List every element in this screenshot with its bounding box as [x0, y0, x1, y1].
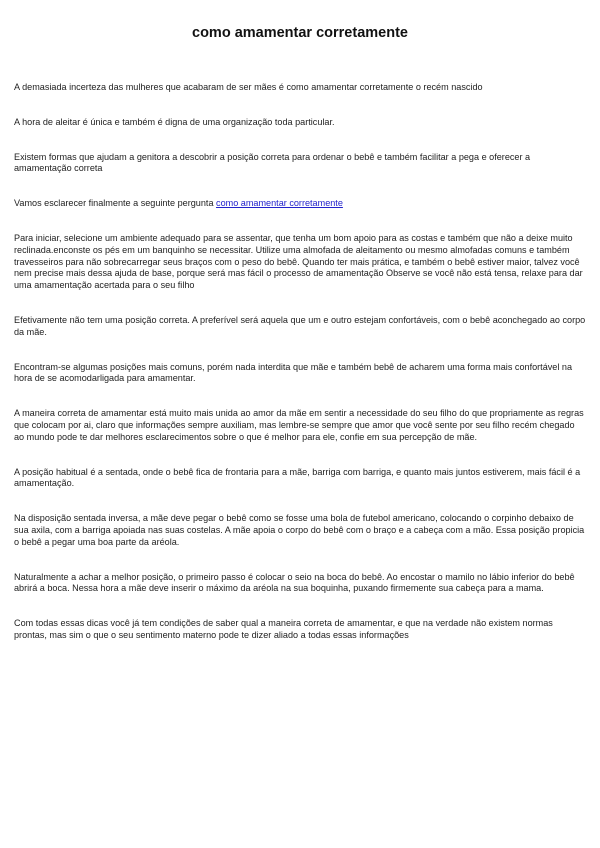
- paragraph-inverse-position: Na disposição sentada inversa, a mãe deve pegar o bebê como se fosse uma bola de futebol americano, colocando o corpinho debaixo de sua axila, com a barriga apoiada nas suas costelas. A mãe apoia o corpo do bebê com o braço e a cabeça com a mão. Essa posição propicia o bebê a pegar uma boa parte da aréola.: [14, 513, 585, 547]
- paragraph-mother-love: A maneira correta de amamentar está muito mais unida ao amor da mãe em sentir a necessidade do seu filho do que propriamente as regras que colocam por ai, claro que informações sempre auxiliam, mas lembre-se sempre que amor que você sente por seu filho recém chegado ao mundo pode te dar melhores esclarecimentos sobre o que é melhor para ele, confie em sua percepção de mãe.: [14, 408, 584, 442]
- paragraph-ways: Existem formas que ajudam a genitora a descobrir a posição correta para ordenar o bebê e também facilitar a pega e oferecer a amamentação correta: [14, 151, 531, 174]
- paragraph-first-step: Naturalmente a achar a melhor posição, o primeiro passo é colocar o seio na boca do bebê. Ao encostar o mamilo no lábio inferior do bebê abrirá a boca. Nessa hora a mãe deve inserir o máximo da aréola na sua boquinha, puxando firmemente sua cabeça para a mama.: [14, 571, 575, 594]
- page-title: como amamentar corretamente: [192, 25, 408, 41]
- article-link[interactable]: como amamentar corretamente: [216, 198, 343, 209]
- article-body: [14, 82, 586, 642]
- paragraph-intro: A demasiada incerteza das mulheres que acabaram de ser mães é como amamentar corretamente o recém nascido: [14, 82, 483, 92]
- paragraph-common-positions: Encontram-se algumas posições mais comuns, porém nada interdita que mãe e também bebê de acharem uma forma mais confortável na hora de se acomodarligada para amamentar.: [14, 361, 573, 384]
- paragraph-environment: Para iniciar, selecione um ambiente adequado para se assentar, que tenha um bom apoio para as costas e também que não a deixe muito reclinada.enconste os pés em um banquinho se necessitar. Utilize uma almofada de aleitamento ou mesmo almofadas comuns e também travesseiros para não sobrecarregar seus braços com o peso do bebê. Quando ter mais prática, e também o bebê estiver maior, talvez você nem precise mais dessa ajuda de base, porque será mas fácil o processo de amamentação Observe se você não está tensa, relaxe para dar uma amamentação acertada para o seu filho: [14, 232, 583, 291]
- paragraph-sitting-position: A posição habitual é a sentada, onde o bebê fica de frontaria para a mãe, barriga com barriga, e quanto mais juntos estiverem, mais fácil é a amamentação.: [14, 466, 581, 489]
- paragraph-feeding-time: A hora de aleitar é única e também é digna de uma organização toda particular.: [14, 116, 335, 127]
- paragraph-question: [14, 198, 586, 210]
- paragraph-conclusion: Com todas essas dicas você já tem condições de saber qual a maneira correta de amamentar, e que na verdade não existem normas prontas, mas sim o que o seu sentimento materno pode te dizer aliado a todas essas informações: [14, 618, 553, 640]
- paragraph-question-text: Vamos esclarecer finalmente a seguinte pergunta: [14, 198, 217, 209]
- paragraph-position: Efetivamente não tem uma posição correta. A preferível será aquela que um e outro estejam confortáveis, com o bebê aconchegado ao corpo da mãe.: [14, 314, 586, 337]
